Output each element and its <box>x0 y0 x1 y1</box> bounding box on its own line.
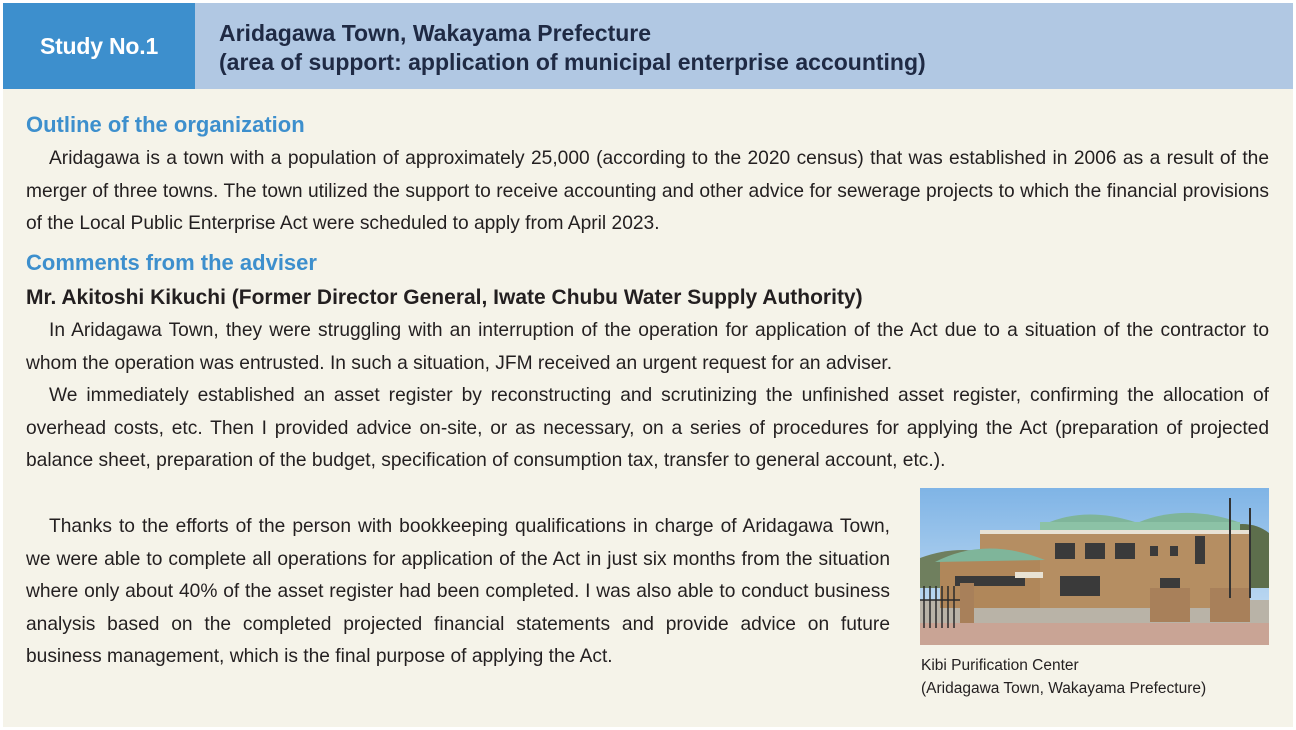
study-title-line1: Aridagawa Town, Wakayama Prefecture <box>219 20 652 46</box>
comment-paragraph-1: In Aridagawa Town, they were struggling with an interruption of the operation for application of the Act due to a situation of the contractor to whom the operation was entrusted. In such a situation, JFM received an urgent request for an adviser. <box>26 320 1269 374</box>
photo-caption-line2: (Aridagawa Town, Wakayama Prefecture) <box>921 680 1207 697</box>
comment-paragraph-2: We immediately established an asset register by reconstructing and scrutinizing the unfinished asset register, confirming the allocation of overhead costs, etc. Then I provided advice on-site, or as necessary, on a series of procedures for applying the Act (preparation of projected balance sheet, preparation of the budget, specification of consumption tax, transfer to general account, etc.). <box>26 385 1269 472</box>
adviser-name: Mr. Akitoshi Kikuchi (Former Director General, Iwate Chubu Water Supply Authority) <box>26 286 863 309</box>
comments-heading: Comments from the adviser <box>26 250 317 275</box>
kibi-purification-center-photo <box>920 488 1269 645</box>
study-header <box>3 3 1293 89</box>
study-title <box>219 19 926 77</box>
study-number-badge: Study No.1 <box>3 3 195 89</box>
study-title-line2: (area of support: application of municipal enterprise accounting) <box>219 49 926 75</box>
photo-caption <box>921 654 1206 700</box>
photo-caption-line1: Kibi Purification Center <box>921 657 1079 674</box>
outline-heading: Outline of the organization <box>26 112 305 137</box>
study-card <box>3 3 1293 727</box>
outline-text: Aridagawa is a town with a population of approximately 25,000 (according to the 2020 census) that was established in 2006 as a result of the merger of three towns. The town utilized the support to receive accounting and other advice for sewerage projects to which the financial provisions of the Local Public Enterprise Act were scheduled to apply from April 2023. <box>26 148 1269 235</box>
comment-paragraph-3: Thanks to the efforts of the person with bookkeeping qualifications in charge of Aridagawa Town, we were able to complete all operations for application of the Act in just six months from the situation where only about 40% of the asset register had been completed. I was also able to conduct business analysis based on the completed projected financial statements and provide advice on future business management, which is the final purpose of applying the Act. <box>26 516 890 668</box>
